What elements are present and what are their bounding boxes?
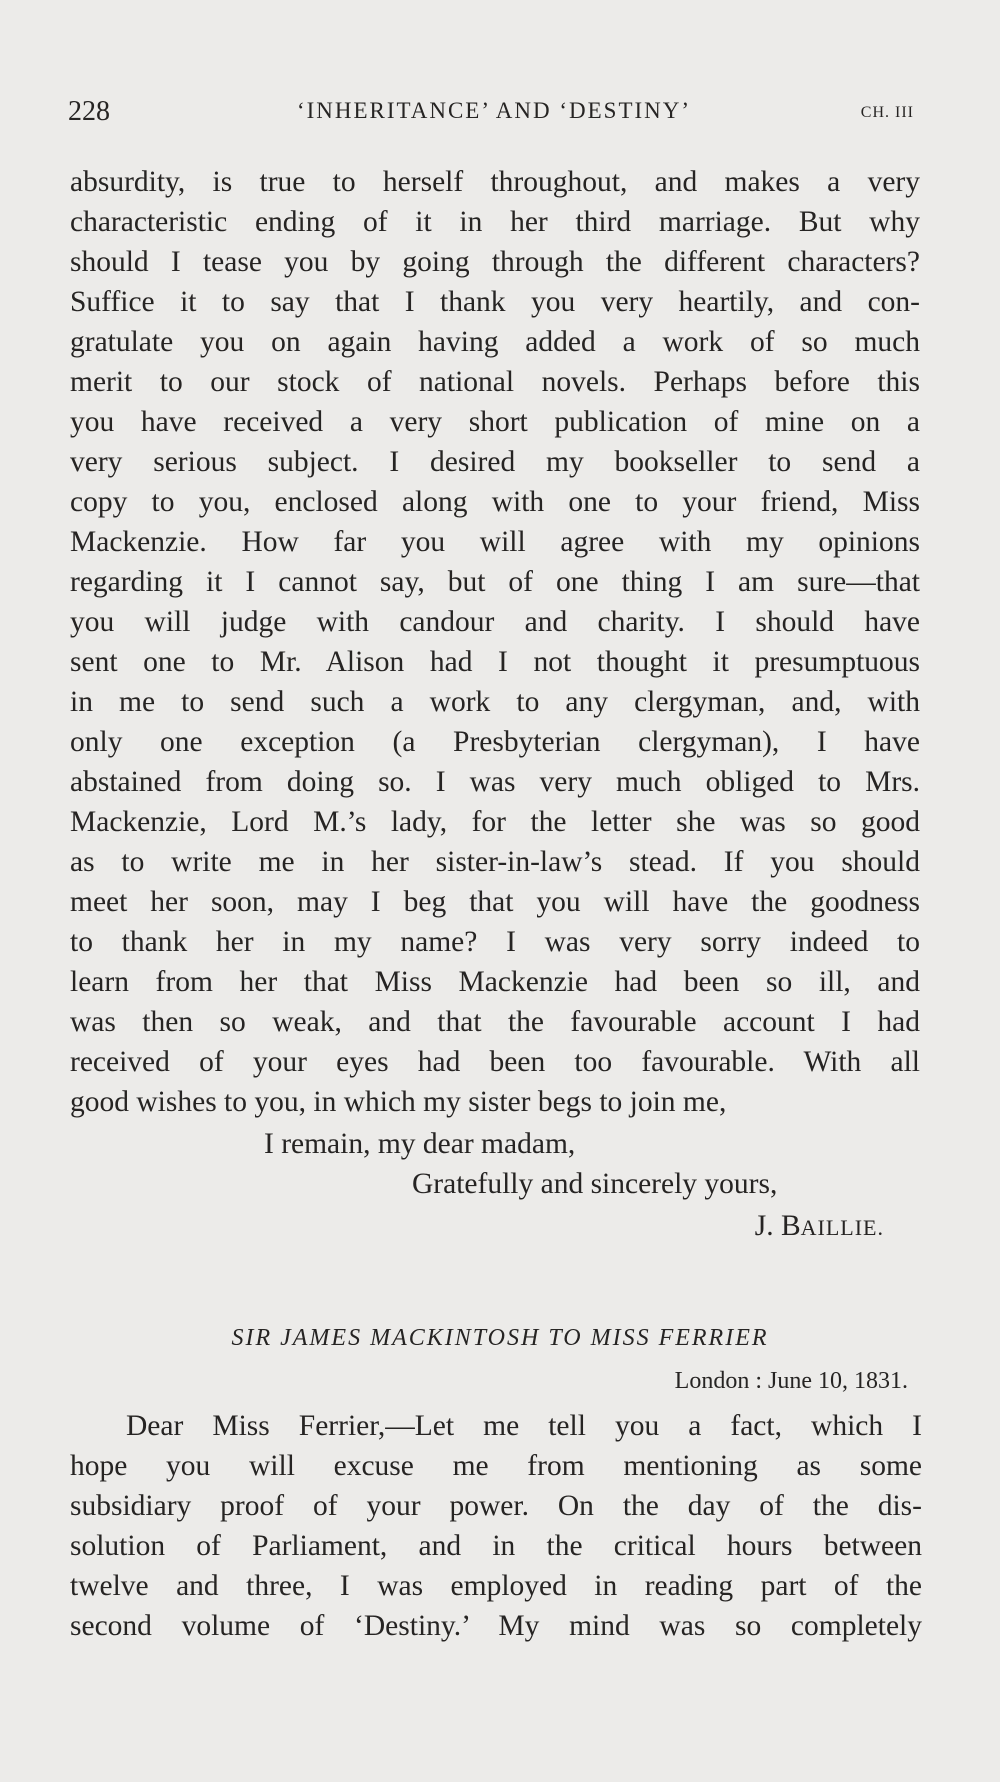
closing-line: I remain, my dear madam, <box>264 1128 576 1160</box>
page-header <box>68 96 920 136</box>
text-line: merit to our stock of national novels. Perhaps before this <box>70 366 920 398</box>
text-line: regarding it I cannot say, but of one thing I am sure—that <box>70 566 920 598</box>
text-line: absurdity, is true to herself throughout, and makes a very <box>70 166 920 198</box>
text-line: to thank her in my name? I was very sorry indeed to <box>70 926 920 958</box>
text-line: learn from her that Miss Mackenzie had been so ill, and <box>70 966 920 998</box>
signature-initial: J. B <box>754 1210 801 1242</box>
text-line: very serious subject. I desired my bookseller to send a <box>70 446 920 478</box>
text-line: hope you will excuse me from mentioning as some <box>70 1450 922 1482</box>
text-line: you have received a very short publication of mine on a <box>70 406 920 438</box>
signature <box>755 1210 884 1243</box>
page-number: 228 <box>68 96 110 127</box>
text-line: twelve and three, I was employed in reading part of the <box>70 1570 922 1602</box>
running-title: ‘INHERITANCE’ AND ‘DESTINY’ <box>296 98 692 123</box>
text-line: Mackenzie. How far you will agree with my opinions <box>70 526 920 558</box>
text-line: meet her soon, may I beg that you will have the goodness <box>70 886 920 918</box>
text-line: subsidiary proof of your power. On the day of the dis- <box>70 1490 922 1522</box>
text-line: copy to you, enclosed along with one to your friend, Miss <box>70 486 920 518</box>
text-line: Mackenzie, Lord M.’s lady, for the letter she was so good <box>70 806 920 838</box>
letter-heading: SIR JAMES MACKINTOSH TO MISS FERRIER <box>231 1325 769 1351</box>
signature-surname: AILLIE. <box>800 1215 884 1240</box>
text-line: second volume of ‘Destiny.’ My mind was so completely <box>70 1610 922 1642</box>
text-line: characteristic ending of it in her third marriage. But why <box>70 206 920 238</box>
text-line: received of your eyes had been too favourable. With all <box>70 1046 920 1078</box>
text-line: was then so weak, and that the favourable account I had <box>70 1006 920 1038</box>
text-line: as to write me in her sister-in-law’s stead. If you should <box>70 846 920 878</box>
text-line: solution of Parliament, and in the critical hours between <box>70 1530 922 1562</box>
text-line: in me to send such a work to any clergyman, and, with <box>70 686 920 718</box>
text-line: gratulate you on again having added a work of so much <box>70 326 920 358</box>
text-line: only one exception (a Presbyterian clergyman), I have <box>70 726 920 758</box>
text-line: good wishes to you, in which my sister begs to join me, <box>70 1086 727 1118</box>
text-line: you will judge with candour and charity. I should have <box>70 606 920 638</box>
text-line: Suffice it to say that I thank you very heartily, and con- <box>70 286 920 318</box>
chapter-label: CH. III <box>860 104 914 121</box>
text-line: should I tease you by going through the different characters? <box>70 246 920 278</box>
text-line: sent one to Mr. Alison had I not thought it presumptuous <box>70 646 920 678</box>
dateline: London : June 10, 1831. <box>674 1368 908 1394</box>
text-line: Dear Miss Ferrier,—Let me tell you a fact, which I <box>126 1410 922 1442</box>
letter-one-body <box>70 162 920 1122</box>
letter-two-body <box>70 1406 922 1646</box>
text-line: abstained from doing so. I was very much obliged to Mrs. <box>70 766 920 798</box>
closing-line: Gratefully and sincerely yours, <box>412 1168 778 1200</box>
